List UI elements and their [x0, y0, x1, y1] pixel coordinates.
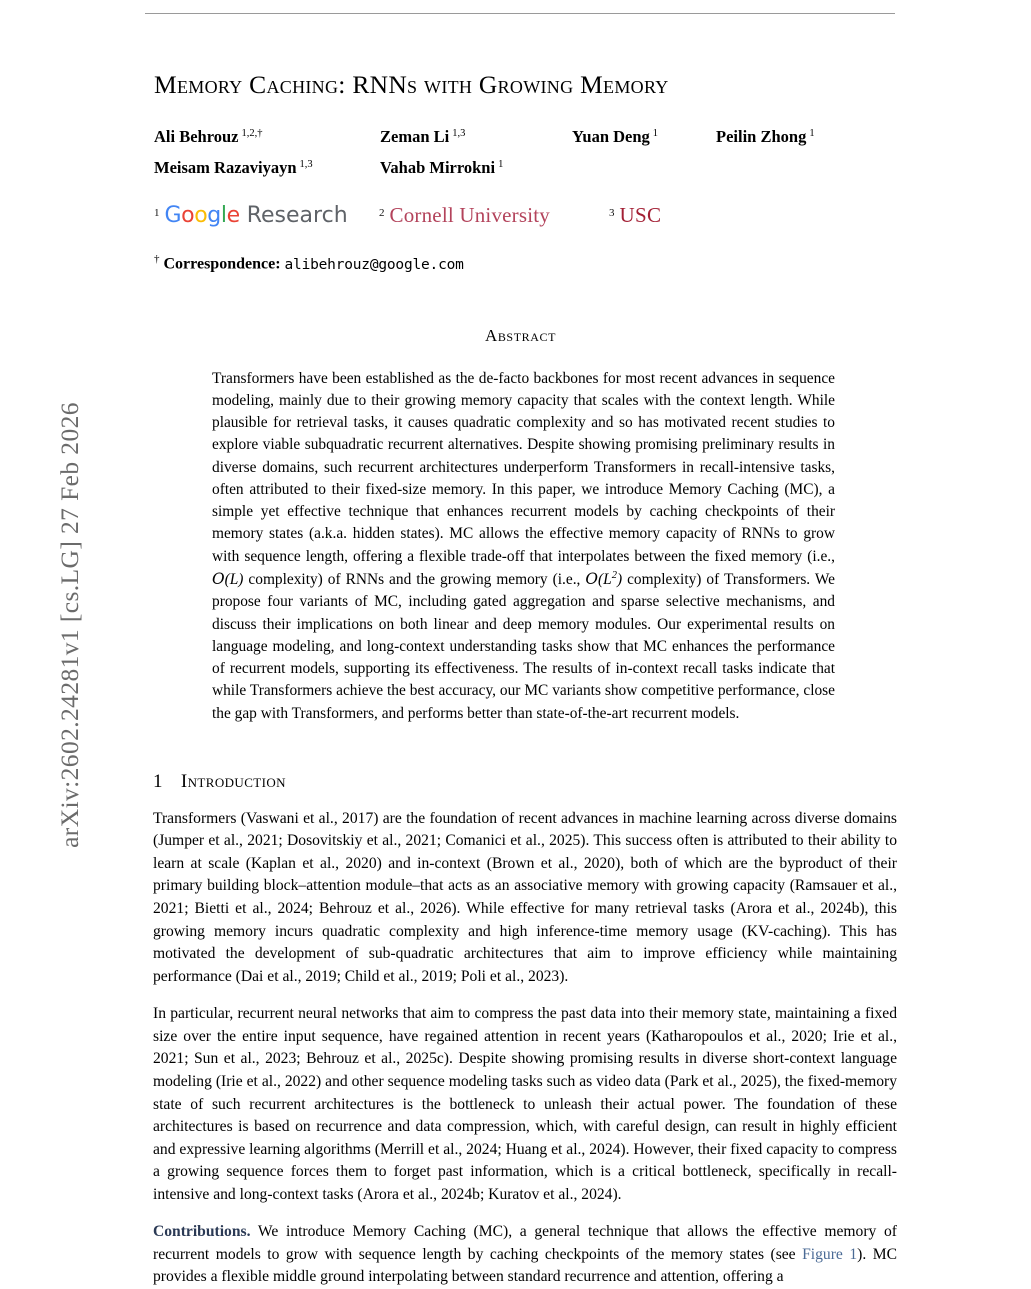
author-entry [154, 127, 263, 147]
author-affiliation-marker: 1,2,† [241, 127, 263, 139]
affiliation-usc [609, 203, 661, 228]
intro-paragraph-1: Transformers (Vaswani et al., 2017) are the foundation of recent advances in machine learning across diverse domains (Jumper et al., 2021; Dosovitskiy et al., 2021; Comanici et al., 2025). This success often is attributed to their ability to learn at scale (Kaplan et al., 2020) and in-context (Brown et al., 2020), both of which are the byproduct of their primary building block–attention module–that acts as an associative memory with growing capacity (Ramsauer et al., 2021; Bietti et al., 2024; Behrouz et al., 2026). While effective for many retrieval tasks (Arora et al., 2024b), this growing memory incurs quadratic complexity and high inference-time memory usage (KV-caching). This has motivated the development of sub-quadratic architectures that aim to improve efficiency while maintaining performance (Dai et al., 2019; Child et al., 2019; Poli et al., 2023). [153, 809, 897, 985]
usc-logo: USC [619, 203, 662, 228]
author-name: Meisam Razaviyayn [154, 158, 297, 178]
abstract-paragraph [212, 368, 835, 725]
google-logo-letter-o1: o [181, 203, 195, 229]
arxiv-stamp [0, 0, 140, 1200]
abstract-text-part3: complexity) of Transformers. We propose four variants of MC, including gated aggregation and sparse selective mechanisms, and discuss their implications on both linear and deep memory modules. Our experimental results on language modeling, and long-context understanding tasks show that MC enhances the performance of recurrent models, supporting its effectiveness. The results of in-context recall tasks indicate that while Transformers achieve the best accuracy, our MC variants show competitive performance, close the gap with Transformers, and performs better than state-of-the-art recurrent models. [212, 571, 835, 722]
author-name: Vahab Mirrokni [380, 158, 496, 178]
author-affiliation-marker: 1,3 [452, 127, 466, 139]
intro-paragraph-2: In particular, recurrent neural networks that aim to compress the past data into their memory state, maintaining a fixed size over the entire input sequence, have regained attention in recent years (Katharopoulos et al., 2020; Irie et al., 2021; Sun et al., 2023; Behrouz et al., 2025c). Despite showing promising results in diverse short-context language modeling (Irie et al., 2022) and other sequence modeling tasks such as video data (Park et al., 2025), the fixed-memory state of such recurrent architectures is the bottleneck to unleash their actual power. The foundation of these architectures is based on recurrence and data compression, which, with careful design, can result in highly efficient and expressive learning algorithms (Merrill et al., 2024; Huang et al., 2024). However, their fixed capacity to compress a growing sequence forces them to forget past information, which is a critical bottleneck, specifically in recall-intensive and long-context tasks (Arora et al., 2024b; Kuratov et al., 2024). [153, 1005, 897, 1203]
author-entry [380, 158, 503, 178]
cornell-logo: Cornell University [389, 203, 550, 228]
paper-page [140, 0, 900, 1286]
google-logo [165, 203, 348, 228]
google-logo-letter-g2: g [207, 203, 221, 229]
top-divider [145, 13, 895, 14]
section-title: Introduction [180, 770, 286, 792]
author-entry [716, 127, 815, 147]
author-entry [154, 158, 313, 178]
author-entry [572, 127, 658, 147]
author-affiliation-marker: 1 [809, 127, 815, 139]
correspondence-email[interactable]: alibehrouz@google.com [284, 256, 464, 273]
author-affiliation-marker: 1 [652, 127, 659, 139]
abstract-text-part1: Transformers have been established as the de-facto backbones for most recent advances in sequence modeling, mainly due to their growing memory capacity that scales with the context length. While plausible for retrieval tasks, it causes quadratic complexity and so has motivated recent studies to explore viable subquadratic recurrent alternatives. Despite showing promising preliminary results in diverse domains, such recurrent architectures underperform Transformers in recall-intensive tasks, often attributed to their fixed-size memory. In this paper, we introduce Memory Caching (MC), a simple yet effective technique that enhances recurrent models by caching checkpoints of their memory states (a.k.a. hidden states). MC allows the effective memory capacity of RNNs to grow with sequence length, offering a flexible trade-off that interpolates between the fixed memory (i.e., [212, 369, 835, 565]
author-row [154, 158, 893, 189]
page-content [148, 70, 897, 1289]
author-affiliation-marker: 1 [498, 158, 504, 170]
affiliation-list [154, 199, 893, 243]
author-name: Peilin Zhong [716, 127, 807, 147]
author-list [154, 127, 893, 189]
section-heading-introduction [153, 771, 893, 793]
page-title: Memory Caching: RNNs with Growing Memory [154, 70, 669, 99]
abstract-body [212, 368, 835, 725]
math-arg-2-close: ) [616, 571, 623, 589]
figure-1-cross-reference[interactable]: Figure 1 [802, 1245, 858, 1263]
google-logo-letter-l: l [220, 203, 227, 229]
dagger-marker: † [154, 253, 160, 266]
google-logo-letter-e: e [226, 203, 240, 229]
affiliation-google [154, 203, 348, 228]
affiliation-cornell [379, 203, 550, 228]
affiliation-marker: 1 [154, 206, 160, 219]
contributions-text-b: ). MC provides a flexible middle ground interpolating between standard recurrence and attention, offering a [153, 1245, 897, 1286]
author-affiliation-marker: 1,3 [299, 158, 313, 170]
math-exponent-2: 2 [611, 569, 617, 581]
section-number: 1 [153, 770, 163, 792]
author-name: Zeman Li [380, 127, 450, 147]
google-logo-suffix: Research [246, 203, 348, 229]
google-logo-letter-o2: o [194, 203, 208, 229]
contributions-paragraph [153, 1221, 897, 1289]
math-arg-2-open: (L [598, 571, 612, 589]
contributions-text-a: We introduce Memory Caching (MC), a general technique that allows the effective memory of recurrent models to grow with sequence length by caching checkpoints of the memory states (see [153, 1223, 897, 1263]
correspondence-label: Correspondence: [163, 255, 281, 273]
math-arg-1: (L) [224, 571, 244, 589]
math-symbol-bigo-1: O [212, 570, 225, 589]
arxiv-stamp-text: arXiv:2602.24281v1 [cs.LG] 27 Feb 2026 [55, 402, 84, 848]
affiliation-marker: 3 [609, 206, 615, 219]
abstract-heading: Abstract [484, 325, 557, 345]
affiliation-marker: 2 [379, 206, 385, 219]
author-name: Ali Behrouz [154, 127, 239, 147]
author-entry [380, 127, 465, 147]
author-name: Yuan Deng [572, 127, 650, 147]
abstract-text-part2: complexity) of RNNs and the growing memory (i.e., [243, 571, 586, 589]
author-row [154, 127, 893, 158]
contributions-lead-in: Contributions. [153, 1223, 251, 1241]
math-symbol-bigo-2: O [585, 570, 598, 589]
google-logo-letter-g: G [164, 203, 182, 229]
correspondence-line [154, 253, 893, 273]
